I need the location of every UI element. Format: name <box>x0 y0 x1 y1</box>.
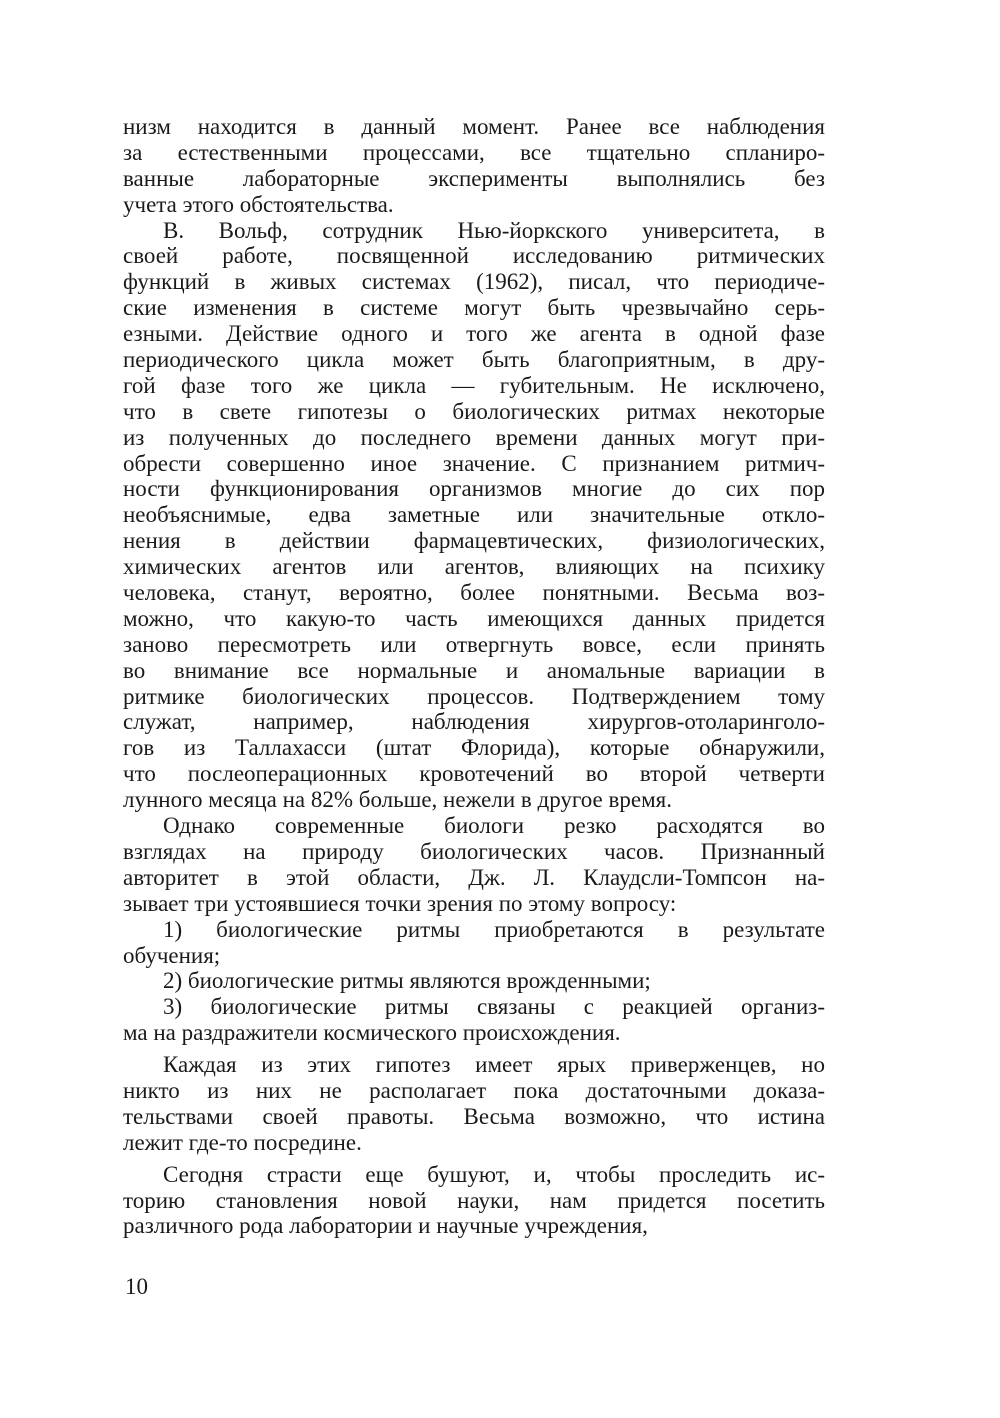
text-line: Сегодня страсти еще бушуют, и, чтобы проследить ис- <box>163 1161 825 1187</box>
text-line: что в свете гипотезы о биологических ритмах некоторые <box>123 398 825 424</box>
text-line: своей работе, посвященной исследованию ритмических <box>123 243 825 269</box>
text-line: заново пересмотреть или отвергнуть вовсе, если принять <box>123 631 825 657</box>
text-line: 3) биологические ритмы связаны с реакцией организ- <box>163 994 825 1020</box>
text-line: гой фазе того же цикла — губительным. Не исключено, <box>123 372 825 398</box>
text-line: что послеоперационных кровотечений во второй четверти <box>123 761 825 787</box>
text-line: лежит где-то посредине. <box>123 1129 362 1155</box>
paragraph <box>123 917 825 969</box>
text-line: езными. Действие одного и того же агента в одной фазе <box>123 321 825 347</box>
paragraph <box>123 1162 825 1240</box>
text-line: обрести совершенно иное значение. С признанием ритмич- <box>123 450 825 476</box>
text-line: тельствами своей правоты. Весьма возможно, что истина <box>123 1103 825 1129</box>
text-line: ритмике биологических процессов. Подтверждением тому <box>123 683 825 709</box>
text-line: ма на раздражители космического происхождения. <box>123 1020 621 1046</box>
text-line: учета этого обстоятельства. <box>123 191 394 217</box>
text-line: ванные лабораторные эксперименты выполнялись без <box>123 165 825 191</box>
text-line: ности функционирования организмов многие до сих пор <box>123 476 825 502</box>
text-line: низм находится в данный момент. Ранее все наблюдения <box>123 114 825 139</box>
text-line: никто из них не располагает пока достаточными доказа- <box>123 1077 825 1103</box>
text-line: Каждая из этих гипотез имеет ярых приверженцев, но <box>163 1052 825 1078</box>
text-line: функций в живых системах (1962), писал, что периодиче- <box>123 269 825 295</box>
paragraph <box>123 114 825 218</box>
text-line: торию становления новой науки, нам придется посетить <box>123 1187 825 1213</box>
text-line: 1) биологические ритмы приобретаются в результате <box>163 916 825 942</box>
text-line: ские изменения в системе могут быть чрезвычайно серь- <box>123 295 825 321</box>
body-text <box>123 114 825 1239</box>
text-line: зывает три устоявшиеся точки зрения по этому вопросу: <box>123 890 677 916</box>
text-line: человека, станут, вероятно, более понятными. Весьма воз- <box>123 580 825 606</box>
text-line: обучения; <box>123 942 221 968</box>
text-line: за естественными процессами, все тщательно спланиро- <box>123 139 825 165</box>
text-line: лунного месяца на 82% больше, нежели в другое время. <box>123 787 672 813</box>
text-line: необъяснимые, едва заметные или значительные откло- <box>123 502 825 528</box>
text-line: различного рода лаборатории и научные учреждения, <box>123 1213 648 1239</box>
paragraph <box>123 994 825 1046</box>
paragraph <box>123 813 825 917</box>
text-line: 2) биологические ритмы являются врожденными; <box>163 968 651 994</box>
text-line: химических агентов или агентов, влияющих на психику <box>123 554 825 580</box>
page-number: 10 <box>125 1274 148 1299</box>
paragraph <box>123 1052 825 1156</box>
text-line: Однако современные биологи резко расходятся во <box>163 813 825 839</box>
text-line: служат, например, наблюдения хирургов-отоларинголо- <box>123 709 825 735</box>
text-line: гов из Таллахасси (штат Флорида), которые обнаружили, <box>123 735 825 761</box>
text-line: В. Вольф, сотрудник Нью-йоркского университета, в <box>163 217 825 243</box>
paragraph <box>123 218 825 813</box>
text-line: взглядах на природу биологических часов. Признанный <box>123 838 825 864</box>
text-line: авторитет в этой области, Дж. Л. Клаудсли-Томпсон на- <box>123 864 825 890</box>
text-line: можно, что какую-то часть имеющихся данных придется <box>123 605 825 631</box>
paragraph <box>123 968 825 994</box>
text-line: нения в действии фармацевтических, физиологических, <box>123 528 825 554</box>
text-line: периодического цикла может быть благоприятным, в дру- <box>123 347 825 373</box>
text-line: во внимание все нормальные и аномальные вариации в <box>123 657 825 683</box>
text-line: из полученных до последнего времени данных могут при- <box>123 424 825 450</box>
